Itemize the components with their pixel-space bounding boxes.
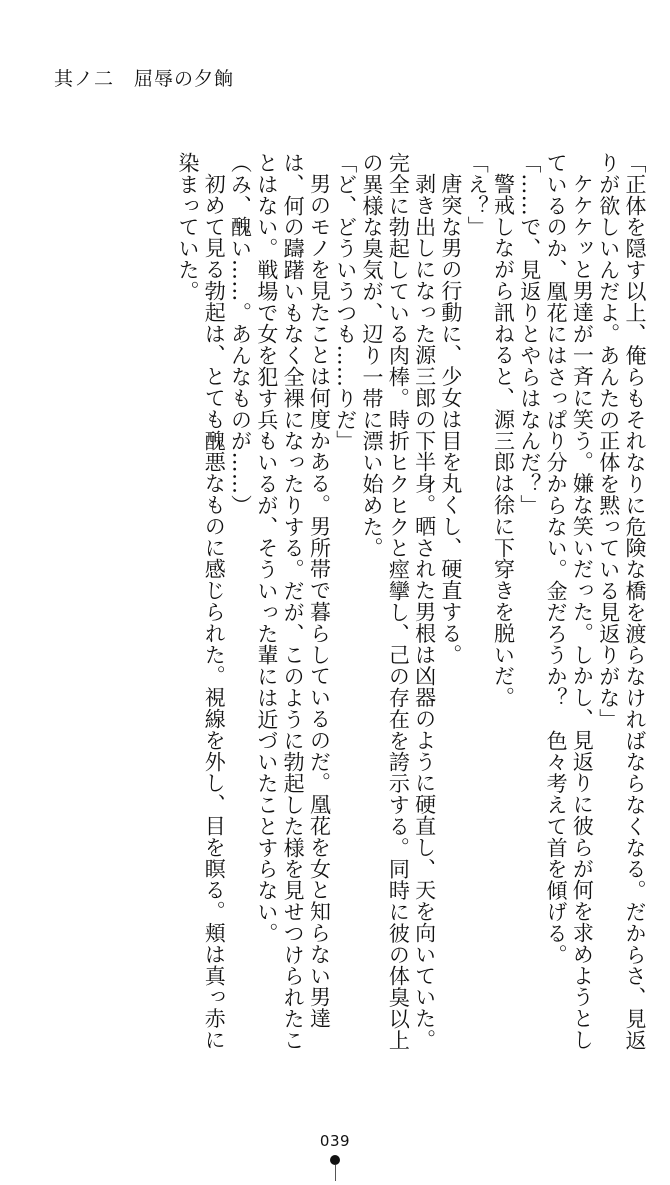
paragraph: 「……で、見返りとやらはなんだ？」 [517,152,542,516]
paragraph: 剥き出しになった源三郎の下半身。晒された男根は凶器のように硬直し、天を向いていた。完全に勃起している肉棒。時折ヒクヒクと痙攣し、己の存在を誇示する。同時に彼の体臭以上の異様な臭気が、辺り一帯に漂い始めた。 [360,152,437,1051]
page-marker-dot [330,1155,340,1165]
page-marker-line [335,1165,336,1181]
paragraph: 「ど、どういうつも……りだ」 [333,152,358,452]
paragraph: 「え？」 [465,152,490,238]
page-number: 039 [319,1132,351,1150]
vertical-body-text [175,152,648,1052]
paragraph: ケケケッと男達が一斉に笑う。嫌な笑いだった。しかし、見返りに彼らが何を求めようとしているのか、凰花にはさっぱり分からない。金だろうか？ 色々考えて首を傾げる。 [544,152,595,1051]
paragraph: 唐突な男の行動に、少女は目を丸くし、硬直する。 [438,173,463,666]
paragraph: 男のモノを見たことは何度かある。男所帯で暮らしているのだ。凰花を女と知らない男達は、何の躊躇いもなく全裸になったりする。だが、このように勃起した様を見せつけられたことはない。戦場で女を犯す兵もいるが、そういった輩には近づいたことすらない。 [254,152,332,1051]
paragraph: 「正体を隠す以上、俺らもそれなりに危険な橋を渡らなければならなくなる。だからさ、見返りが欲しいんだよ。あんたの正体を黙っている見返りがな」 [596,152,647,1051]
paragraph: （み、醜い……。あんなものが……） [228,152,253,516]
chapter-header: 其ノ二 屈辱の夕餉 [54,68,235,90]
paragraph: 警戒しながら訊ねると、源三郎は徐に下穿きを脱いだ。 [491,173,516,708]
paragraph: 初めて見る勃起は、とても醜悪なものに感じられた。視線を外し、目を瞑る。頬は真っ赤に染まっていた。 [175,152,227,1051]
